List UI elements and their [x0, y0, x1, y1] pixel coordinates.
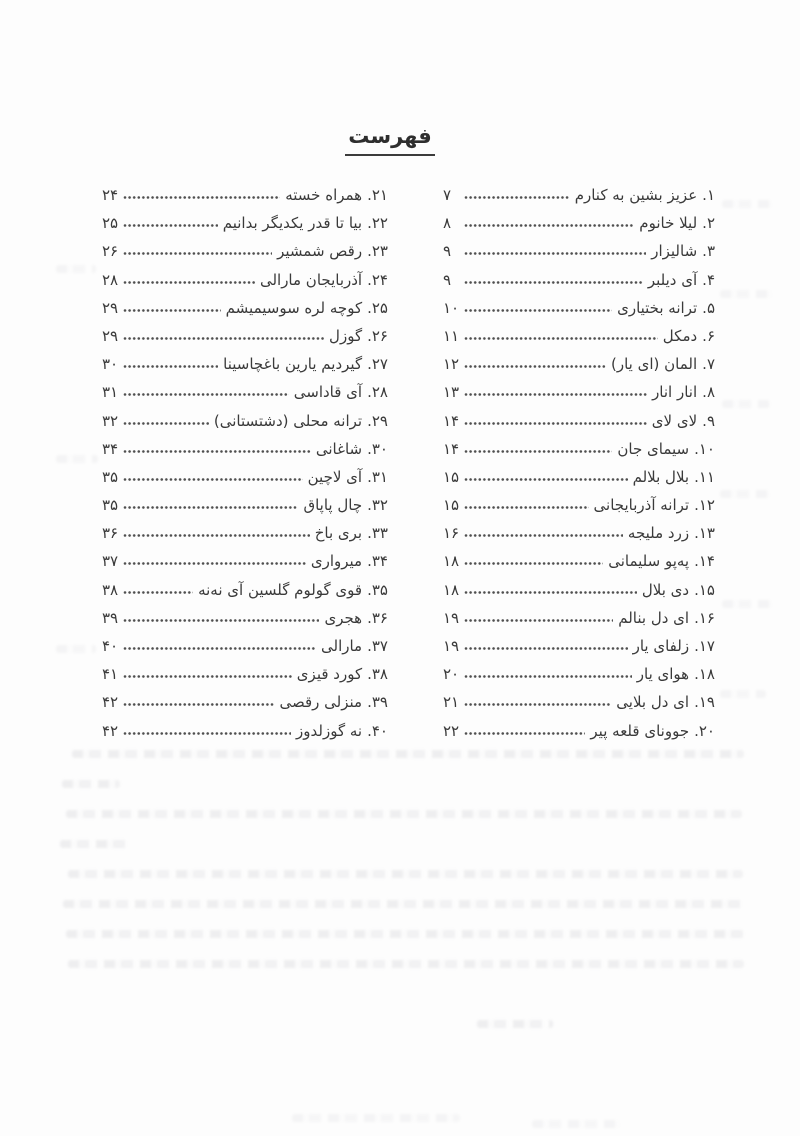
toc-entry: [443, 609, 715, 637]
toc-entry: [102, 242, 388, 270]
toc-entry-title: بری باخ: [314, 524, 363, 543]
toc-entry: [443, 468, 715, 496]
toc-entry-number: ۳۹.: [367, 693, 388, 712]
dot-leader: [123, 449, 311, 454]
toc-entry-title: ترانه آذربایجانی: [593, 496, 690, 515]
dot-leader: [464, 731, 585, 736]
bleedthrough-mark: [56, 265, 96, 273]
toc-entry-title: گوزل: [329, 326, 363, 345]
toc-entry: [102, 355, 388, 383]
toc-entry: [102, 327, 388, 355]
toc-entry-title: ترانه بختیاری: [617, 298, 698, 317]
toc-entry-page: ۱۹: [443, 608, 460, 627]
toc-entry-page: ۳۶: [102, 524, 119, 543]
toc-entry: [102, 383, 388, 411]
toc-entry-number: ۱۶.: [694, 608, 715, 627]
bleedthrough-line: [62, 780, 120, 788]
toc-entry: [102, 524, 388, 552]
toc-entry-number: ۳۲.: [367, 496, 388, 515]
toc-entry-page: ۷: [443, 186, 452, 204]
toc-entry-number: ۳.: [702, 242, 715, 261]
toc-entry-number: ۲۹.: [367, 411, 388, 430]
toc-entry: [443, 440, 715, 468]
dot-leader: [123, 336, 324, 341]
dot-leader: [464, 421, 647, 426]
toc-column-left: [102, 186, 388, 750]
dot-leader: [464, 674, 632, 679]
bleedthrough-line: [66, 810, 742, 818]
dot-leader: [123, 421, 209, 426]
toc-entry-number: ۳۸.: [367, 665, 388, 684]
toc-entry-page: ۲۵: [102, 214, 119, 233]
toc-entry-page: ۴۱: [102, 665, 119, 684]
toc-entry-title: قوی گولوم گلسین آی نه‌نه: [198, 580, 363, 599]
toc-entry: [443, 524, 715, 552]
dot-leader: [464, 561, 603, 566]
toc-entry-number: ۲۰.: [694, 721, 715, 740]
toc-entry-page: ۲۲: [443, 721, 460, 740]
dot-leader: [464, 308, 612, 313]
toc-entry-number: ۳۴.: [367, 552, 388, 571]
toc-entry-number: ۱۹.: [694, 693, 715, 712]
toc-entry-number: ۱۲.: [694, 496, 715, 515]
toc-entry-page: ۱۵: [443, 467, 460, 486]
toc-entry-title: میرواری: [310, 552, 363, 571]
bleedthrough-mark: [720, 490, 770, 498]
dot-leader: [464, 533, 623, 538]
toc-entry-page: ۲۰: [443, 665, 460, 684]
dot-leader: [123, 674, 292, 679]
toc-entry-page: ۱۰: [443, 298, 460, 317]
dot-leader: [123, 731, 291, 736]
dot-leader: [464, 646, 627, 651]
bleedthrough-line: [477, 1020, 553, 1028]
toc-entry-page: ۱۳: [443, 383, 460, 402]
toc-entry: [443, 242, 715, 270]
bleedthrough-line: [72, 750, 744, 758]
dot-leader: [464, 618, 613, 623]
toc-entry-title: آذربایجان مارالی: [259, 270, 363, 289]
toc-entry-page: ۳۸: [102, 580, 119, 599]
dot-leader: [123, 195, 280, 200]
toc-entry-title: ترانه محلی (دشتستانی): [213, 411, 363, 430]
toc-entry-title: آی دیلبر: [647, 270, 698, 289]
toc-entry: [443, 552, 715, 580]
toc-entry-page: ۳۴: [102, 439, 119, 458]
toc-entry-page: ۱۲: [443, 355, 460, 374]
toc-entry-title: لیلا خانوم: [639, 214, 698, 233]
bleedthrough-line: [68, 870, 743, 878]
bleedthrough-line: [63, 900, 743, 908]
dot-leader: [123, 533, 310, 538]
toc-entry-number: ۱۸.: [694, 665, 715, 684]
dot-leader: [123, 364, 218, 369]
toc-entry-title: زرد ملیجه: [627, 524, 690, 543]
toc-entry: [443, 355, 715, 383]
toc-entry-number: ۲۴.: [367, 270, 388, 289]
toc-entry-page: ۲۸: [102, 270, 119, 289]
toc-entry-page: ۲۹: [102, 326, 119, 345]
toc-entry-number: ۲.: [702, 214, 715, 233]
toc-entry-page: ۸: [443, 214, 452, 233]
toc-entry-page: ۳۹: [102, 608, 119, 627]
toc-entry: [443, 665, 715, 693]
toc-entry-page: ۲۶: [102, 242, 119, 261]
toc-entry-number: ۲۱.: [367, 186, 388, 204]
toc-entry-page: ۳۵: [102, 467, 119, 486]
toc-entry-title: لای لای: [651, 411, 698, 430]
toc-entry: [102, 412, 388, 440]
toc-entry-title: ای دل بنالم: [618, 608, 690, 627]
toc-entry: [443, 637, 715, 665]
toc-entry-title: رقص شمشیر: [277, 242, 363, 261]
toc-entry-page: ۱۴: [443, 411, 460, 430]
toc-entry-number: ۳۵.: [367, 580, 388, 599]
bleedthrough-mark: [720, 690, 766, 698]
dot-leader: [464, 195, 570, 200]
toc-entry-page: ۴۲: [102, 693, 119, 712]
toc-entry: [443, 299, 715, 327]
toc-entry-title: نه گوزلدوز: [296, 721, 363, 740]
toc-entry: [443, 271, 715, 299]
toc-entry: [102, 299, 388, 327]
toc-entry: [102, 552, 388, 580]
toc-entry-number: ۱۳.: [694, 524, 715, 543]
dot-leader: [123, 646, 316, 651]
toc-entry-title: ای دل بلایی: [616, 693, 690, 712]
dot-leader: [123, 392, 289, 397]
toc-entry: [443, 327, 715, 355]
toc-entry: [102, 496, 388, 524]
dot-leader: [123, 223, 218, 228]
toc-entry-number: ۲۲.: [367, 214, 388, 233]
toc-entry-page: ۲۴: [102, 186, 119, 204]
dot-leader: [123, 280, 255, 285]
toc-entry-title: آی قاداسی: [293, 383, 363, 402]
toc-entry-number: ۳۰.: [367, 439, 388, 458]
dot-leader: [464, 702, 611, 707]
toc-entry: [443, 214, 715, 242]
toc-entry-title: جوونای قلعه پیر: [590, 721, 690, 740]
toc-entry-title: المان (ای یار): [611, 355, 698, 374]
toc-entry: [102, 468, 388, 496]
toc-entry-title: انار انار: [652, 383, 698, 402]
toc-entry-number: ۳۶.: [367, 608, 388, 627]
bleedthrough-line: [292, 1114, 460, 1122]
toc-entry-number: ۳۳.: [367, 524, 388, 543]
bleedthrough-mark: [722, 400, 770, 408]
dot-leader: [123, 618, 319, 623]
toc-entry: [102, 214, 388, 242]
toc-entry-title: سیمای جان: [617, 439, 690, 458]
toc-entry: [102, 440, 388, 468]
toc-entry-title: دمکل: [662, 326, 698, 345]
toc-entry-number: ۲۷.: [367, 355, 388, 374]
toc-entry-page: ۱۶: [443, 524, 460, 543]
dot-leader: [123, 561, 306, 566]
dot-leader: [123, 702, 274, 707]
dot-leader: [464, 505, 588, 510]
toc-entry-title: کورد قیزی: [296, 665, 363, 684]
dot-leader: [464, 449, 612, 454]
toc-entry-number: ۲۸.: [367, 383, 388, 402]
dot-leader: [123, 590, 193, 595]
toc-entry-number: ۶.: [702, 326, 715, 345]
toc-entry: [102, 581, 388, 609]
toc-entry: [443, 383, 715, 411]
dot-leader: [464, 280, 643, 285]
toc-entry-title: بیا تا قدر یکدیگر بدانیم: [222, 214, 363, 233]
toc-entry-title: مارالی: [321, 637, 363, 655]
toc-entry: [102, 722, 388, 750]
bleedthrough-mark: [722, 200, 772, 208]
toc-entry-page: ۳۷: [102, 552, 119, 571]
bleedthrough-line: [68, 960, 744, 968]
toc-entry-number: ۷.: [702, 355, 715, 374]
toc-entry-title: شالیزار: [651, 242, 698, 261]
toc-entry: [102, 665, 388, 693]
toc-entry-title: هجری: [324, 608, 363, 627]
toc-entry-page: ۴۲: [102, 721, 119, 740]
toc-entry-number: ۱۱.: [694, 467, 715, 486]
toc-entry-page: ۱۹: [443, 637, 460, 655]
title-wrap: [330, 124, 450, 156]
toc-entry-page: ۳۰: [102, 355, 119, 374]
toc-entry-number: ۴۰.: [367, 721, 388, 740]
toc-entry-page: ۱۵: [443, 496, 460, 515]
dot-leader: [464, 590, 637, 595]
toc-entry-number: ۴.: [702, 270, 715, 289]
toc-entry-title: آی لاچین: [307, 467, 363, 486]
toc-entry-page: ۱۴: [443, 439, 460, 458]
toc-entry: [102, 693, 388, 721]
dot-leader: [123, 251, 272, 256]
toc-entry-number: ۱۷.: [694, 637, 715, 655]
toc-entry-title: په‌پو سلیمانی: [608, 552, 690, 571]
toc-entry-page: ۳۱: [102, 383, 119, 402]
toc-entry: [443, 581, 715, 609]
bleedthrough-line: [60, 840, 132, 848]
toc-column-right: [443, 186, 715, 750]
dot-leader: [464, 364, 606, 369]
toc-entry-title: عزیز بشین به کنارم: [574, 186, 698, 204]
toc-entry-page: ۱۸: [443, 580, 460, 599]
dot-leader: [464, 251, 646, 256]
dot-leader: [464, 336, 658, 341]
toc-entry-title: دی بلال: [641, 580, 690, 599]
toc-entry-title: چال پاپاق: [303, 496, 363, 515]
toc-entry: [102, 271, 388, 299]
toc-entry: [443, 412, 715, 440]
toc-entry-page: ۱۸: [443, 552, 460, 571]
toc-entry-number: ۱۵.: [694, 580, 715, 599]
toc-entry-page: ۲۹: [102, 298, 119, 317]
toc-entry-page: ۱۱: [443, 326, 460, 345]
toc-entry: [443, 496, 715, 524]
dot-leader: [123, 477, 303, 482]
toc-entry-title: منزلی رقصی: [279, 693, 363, 712]
toc-entry: [102, 637, 388, 665]
toc-entry-page: ۹: [443, 242, 452, 261]
toc-entry-number: ۳۱.: [367, 467, 388, 486]
toc-entry-title: زلفای یار: [632, 637, 690, 655]
toc-entry-title: همراه خسته: [285, 186, 363, 204]
toc-entry-number: ۵.: [702, 298, 715, 317]
bleedthrough-line: [66, 930, 744, 938]
toc-entry-page: ۳۵: [102, 496, 119, 515]
toc-entry-page: ۲۱: [443, 693, 460, 712]
toc-entry: [443, 186, 715, 214]
toc-entry-number: ۲۳.: [367, 242, 388, 261]
toc-entry-title: بلال بلالم: [632, 467, 690, 486]
bleedthrough-mark: [722, 600, 772, 608]
toc-entry: [443, 693, 715, 721]
bleedthrough-line: [532, 1120, 620, 1128]
toc-entry-title: شاغانی: [315, 439, 363, 458]
toc-entry-title: گیردیم یارین باغچاسینا: [223, 355, 363, 374]
toc-entry-number: ۱.: [702, 186, 715, 204]
dot-leader: [123, 308, 221, 313]
toc-entry-title: کوچه لره سوسیمیشم: [225, 298, 363, 317]
bleedthrough-mark: [56, 645, 96, 653]
toc-entry-number: ۳۷.: [367, 637, 388, 655]
dot-leader: [123, 505, 298, 510]
toc-entry-number: ۲۶.: [367, 326, 388, 345]
toc-entry-number: ۸.: [702, 383, 715, 402]
toc-entry-page: ۴۰: [102, 637, 119, 655]
dot-leader: [464, 223, 634, 228]
page-title: فهرست: [345, 124, 435, 156]
dot-leader: [464, 392, 647, 397]
toc-entry-number: ۲۵.: [367, 298, 388, 317]
bleedthrough-mark: [720, 290, 772, 298]
toc-entry: [102, 186, 388, 214]
dot-leader: [464, 477, 627, 482]
bleedthrough-mark: [56, 455, 98, 463]
toc-entry: [102, 609, 388, 637]
toc-entry-page: ۹: [443, 270, 452, 289]
toc-entry-number: ۹.: [702, 411, 715, 430]
toc-entry: [443, 722, 715, 750]
toc-entry-title: هوای یار: [636, 665, 690, 684]
toc-entry-number: ۱۴.: [694, 552, 715, 571]
toc-entry-page: ۳۲: [102, 411, 119, 430]
toc-entry-number: ۱۰.: [694, 439, 715, 458]
